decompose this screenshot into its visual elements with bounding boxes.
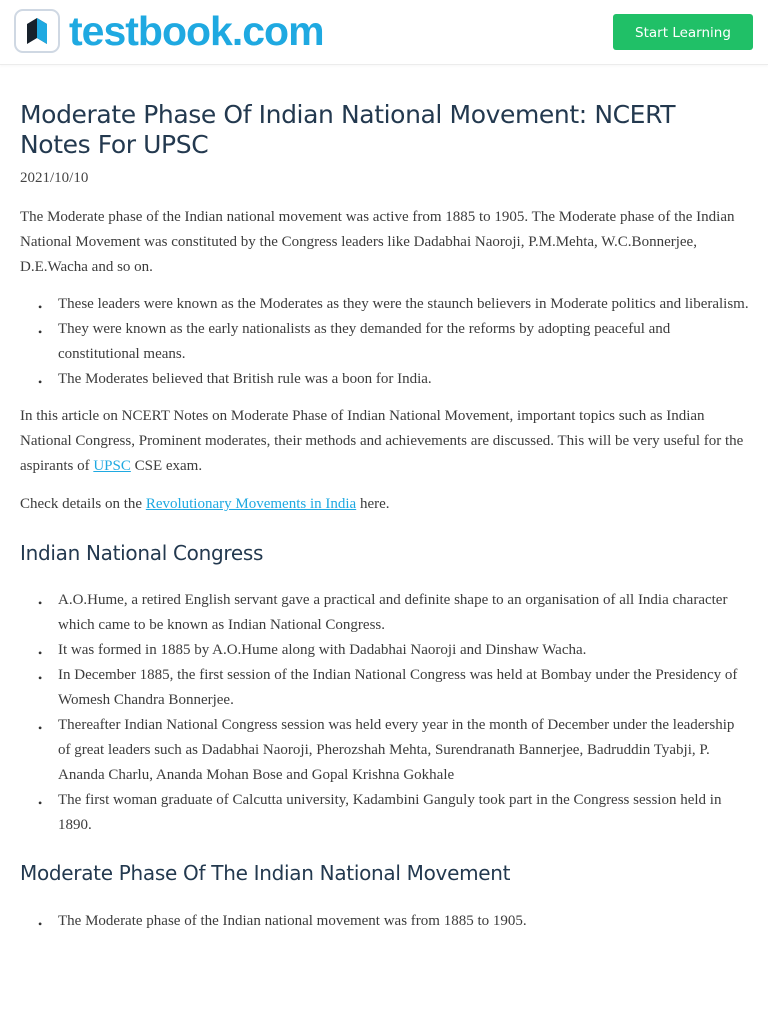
list-item: • In December 1885, the first session of the Indian National Congress was held at Bombay under the Presidency of Womesh Chandra Bonnerjee. <box>58 663 750 713</box>
inc-list <box>20 588 750 838</box>
list-item: • These leaders were known as the Moderates as they were the staunch believers in Moderate politics and liberalism. <box>58 292 750 317</box>
moderate-phase-list <box>20 909 750 934</box>
article-title: Moderate Phase Of Indian National Movement: NCERT Notes For UPSC <box>20 100 676 159</box>
testbook-logo[interactable] <box>14 9 324 53</box>
top-nav-bar <box>0 0 768 65</box>
list-item: • The Moderates believed that British rule was a boon for India. <box>58 367 750 392</box>
revolutionary-movements-link[interactable]: Revolutionary Movements in India <box>145 496 357 512</box>
list-item: • Thereafter Indian National Congress session was held every year in the month of December under the leadership of great leaders such as Dadabhai Naoroji, Pherozshah Mehta, Surendranath Bannerjee, Badruddin Tyabji, P. Ananda Charlu, Ananda Mohan Bose and Gopal Krishna Gokhale <box>58 713 750 788</box>
list-item: • The first woman graduate of Calcutta university, Kadambini Ganguly took part in the Congress session held in 1890. <box>58 788 750 838</box>
paragraph-text: Check details on the <box>20 496 146 512</box>
intro-paragraph: The Moderate phase of the Indian national movement was active from 1885 to 1905. The Moderate phase of the Indian National Movement was constituted by the Congress leaders like Dadabhai Naoroji, P.M.Mehta, W.C.Bonnerjee, D.E.Wacha and so on. <box>20 209 735 275</box>
paragraph-text: In this article on NCERT Notes on Moderate Phase of Indian National Movement, important topics such as Indian National Congress, Prominent moderates, their methods and achievements are discussed. This will be very useful for the aspirants of <box>20 408 744 474</box>
upsc-link[interactable]: UPSC <box>93 458 131 474</box>
list-item: • It was formed in 1885 by A.O.Hume along with Dadabhai Naoroji and Dinshaw Wacha. <box>58 638 750 663</box>
moderates-list <box>20 292 750 392</box>
paragraph-text: here. <box>356 496 390 512</box>
book-logo-icon <box>14 9 60 53</box>
publish-date: 2021/10/10 <box>20 170 89 186</box>
list-item: • They were known as the early nationalists as they demanded for the reforms by adopting peaceful and constitutional means. <box>58 317 750 367</box>
start-learning-button[interactable]: Start Learning <box>613 14 753 50</box>
list-item: • The Moderate phase of the Indian national movement was from 1885 to 1905. <box>58 909 750 934</box>
check-details-paragraph <box>20 492 750 517</box>
list-item: • A.O.Hume, a retired English servant gave a practical and definite shape to an organisation of all India character which came to be known as Indian National Congress. <box>58 588 750 638</box>
section-heading-moderate-phase: Moderate Phase Of The Indian National Movement <box>20 861 511 885</box>
logo-wordmark: testbook.com <box>69 8 324 54</box>
paragraph-text: CSE exam. <box>130 458 203 474</box>
section-heading-inc: Indian National Congress <box>20 541 264 565</box>
article-body <box>20 100 750 934</box>
article-scope-paragraph <box>20 404 750 479</box>
